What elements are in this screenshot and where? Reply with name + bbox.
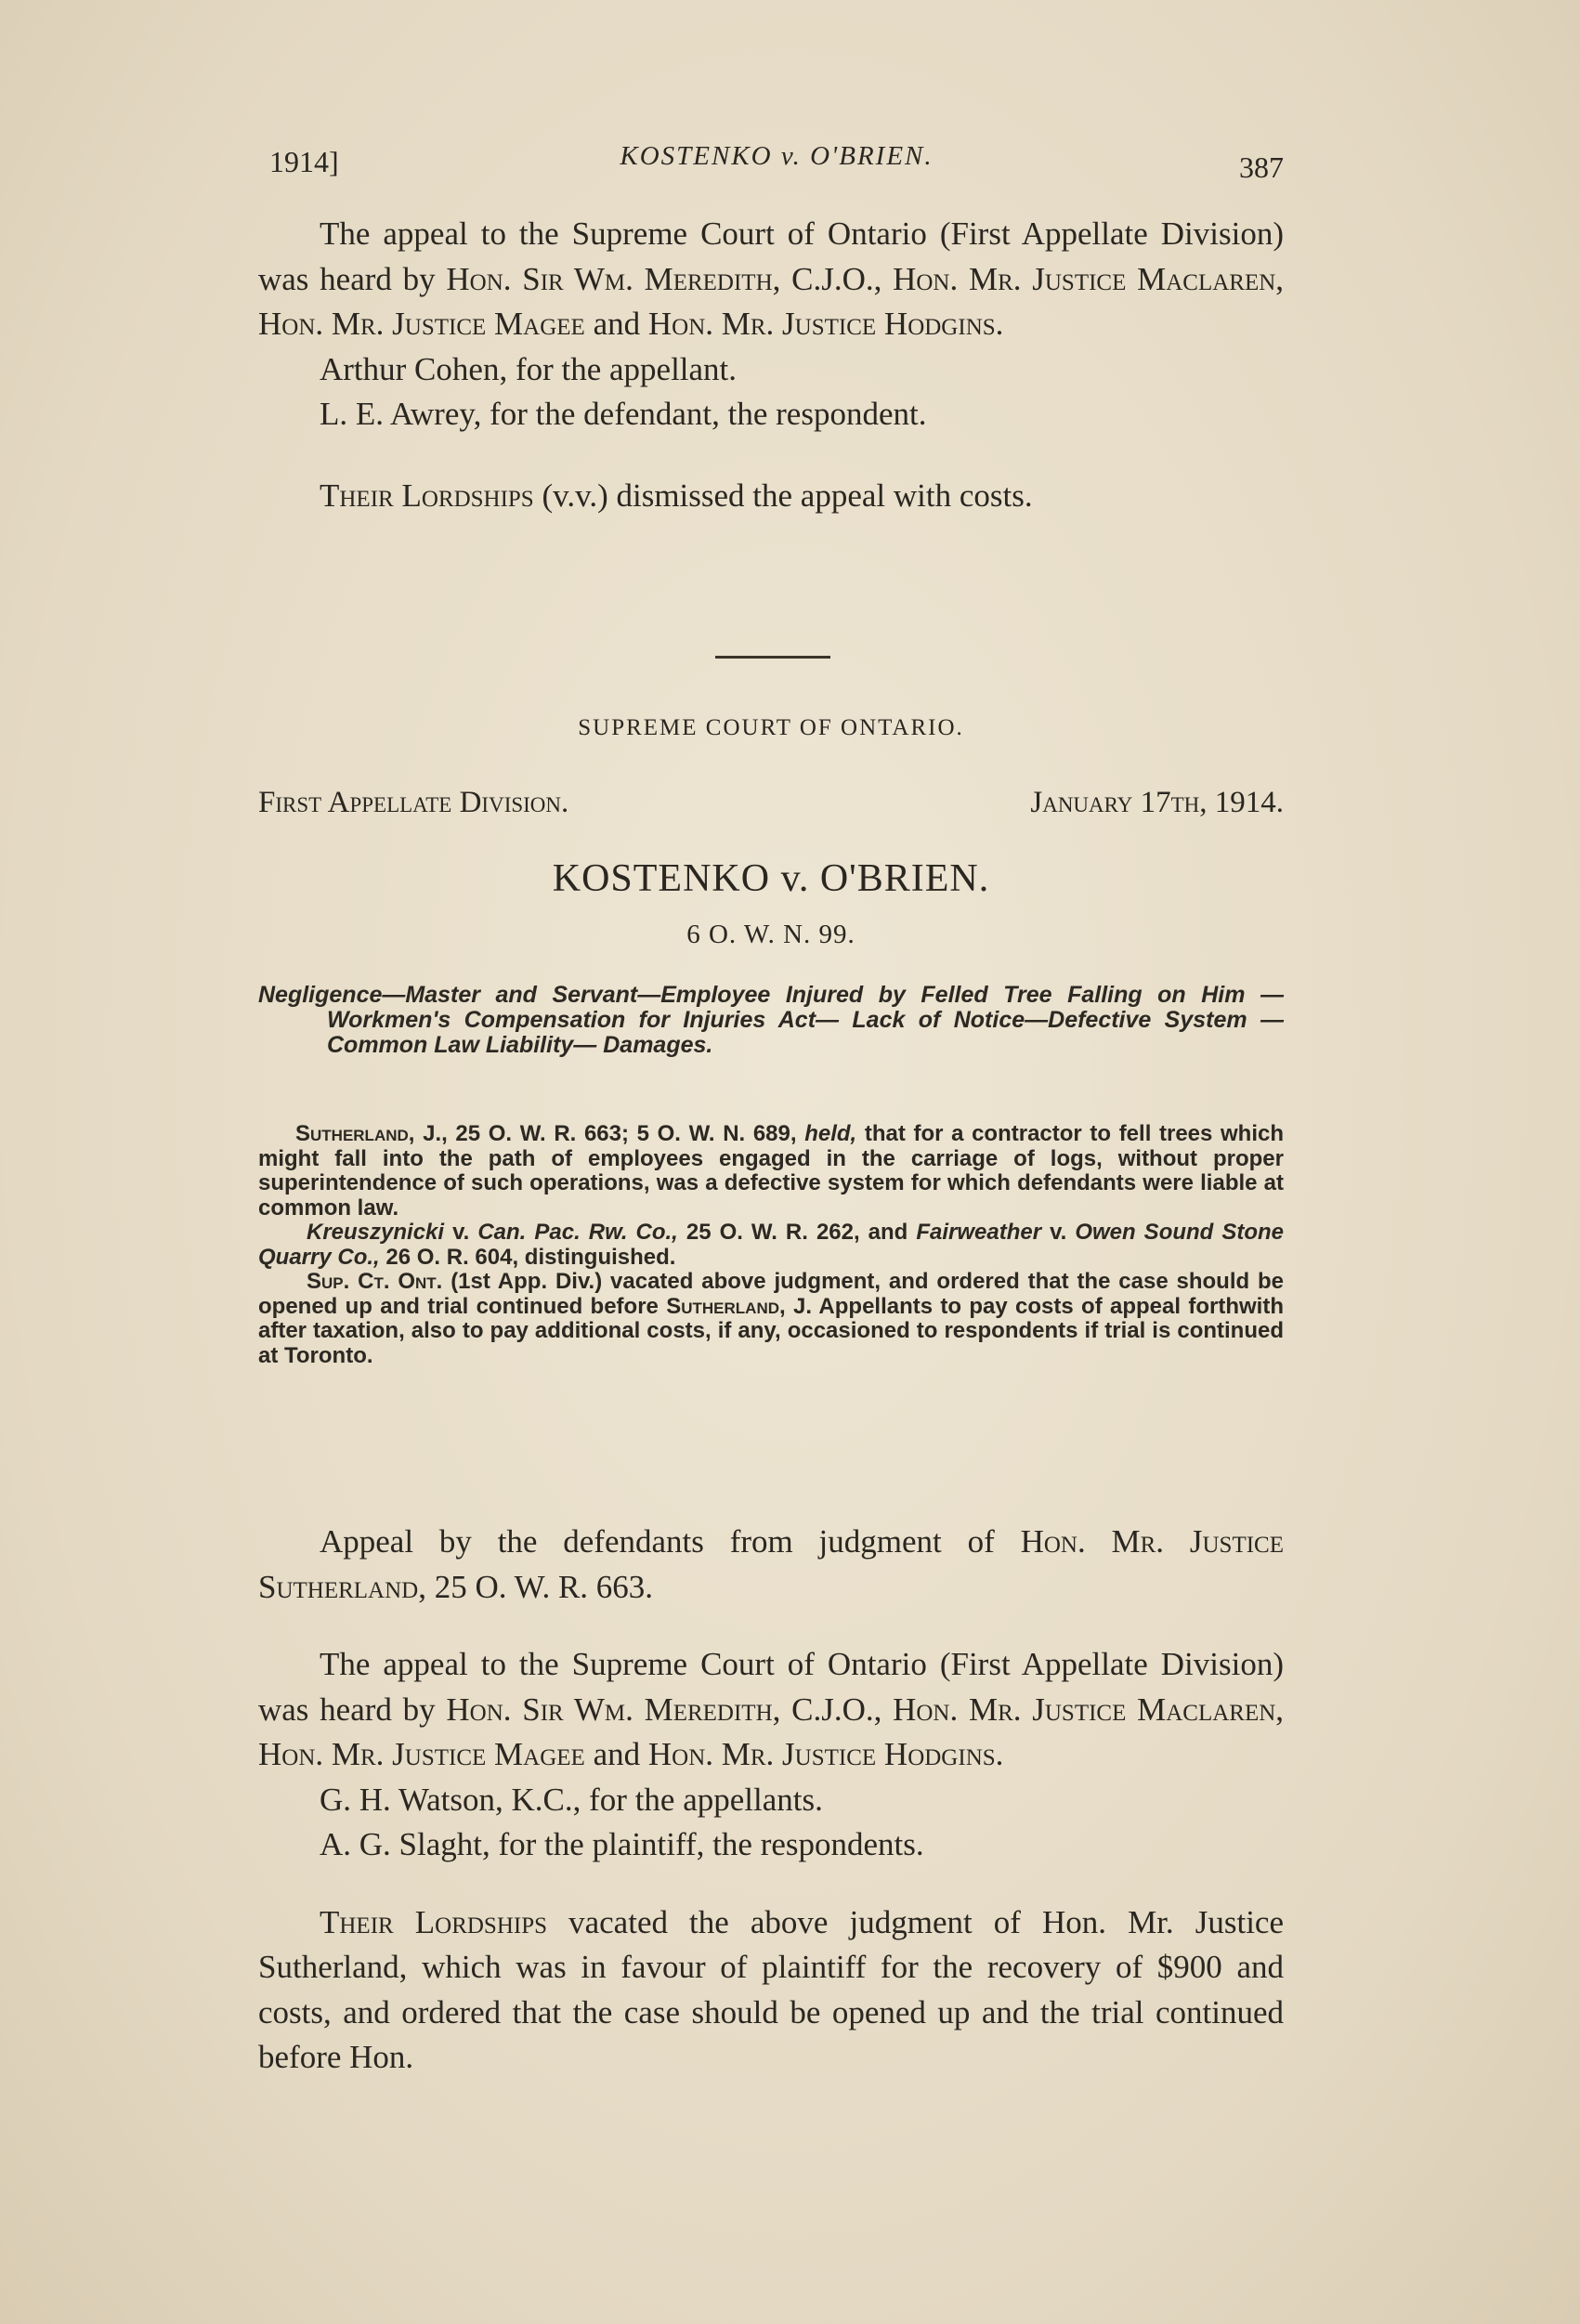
summary-2-v-2: v. [1050,1220,1067,1245]
first-decision-text: (v.v.) dismissed the appeal with costs. [542,477,1033,514]
summary-3-judge: Sutherland, [666,1293,786,1319]
appeal-paragraph [258,1520,1284,1610]
summary-2-v-1: v. [452,1220,470,1245]
second-counsel-appellants: G. H. Watson, K.C., for the appellants. [320,1781,823,1818]
second-decision-lead: Their Lordships [320,1903,548,1940]
decision-date: January 17th, 1914. [1030,786,1284,819]
first-counsel-respondent: L. E. Awrey, for the defendant, the respondent. [320,396,927,432]
first-hearing-end: . [995,306,1004,342]
first-hearing-paragraph [258,212,1284,347]
summary-2-case-2: Fairweather [916,1220,1042,1245]
first-case-block [258,212,1284,518]
headnote: Negligence—Master and Servant—Employee Injured by Felled Tree Falling on Him — Workmen's Compensation for Injuries Act— Lack of Notice—Defective System — Common Law Liability— Damages. [258,982,1284,1058]
appeal-judge: Hon. Mr. Justice Sutherland, [258,1523,1284,1605]
summary-3-text-b: J. Appellants to pay costs of appeal forthwith after taxation, also to pay additional costs, if any, occasioned to respondents if trial is continued at Toronto. [258,1293,1284,1368]
division-name: First Appellate Division. [258,786,569,819]
second-counsel-respondents: A. G. Slaght, for the plaintiff, the respondents. [320,1826,924,1862]
summary-2-case-2b: Owen Sound Stone Quarry Co., [258,1220,1285,1270]
second-hearing-judges: Hon. Sir Wm. Meredith, C.J.O., Hon. Mr. Justice Maclaren, Hon. Mr. Justice Magee [258,1691,1285,1772]
page-number: 387 [1239,150,1284,184]
second-decision-paragraph [258,1900,1284,2081]
summary-paragraph-1 [258,1122,1284,1221]
first-hearing-and: and [593,306,641,342]
summary-2-case-1b: Can. Pac. Rw. Co., [477,1220,678,1245]
running-head-year: 1914] [269,145,339,178]
summary-2-cite-1: 25 O. W. R. 262, and [686,1220,908,1245]
summary-3-text-a: (1st App. Div.) vacated above judgment, and ordered that the case should be opened up and trial continued before [258,1269,1284,1319]
running-head [269,137,1284,184]
second-hearing-text: The appeal to the Supreme Court of Ontario (First Appellate Division) was heard by [258,1646,1284,1728]
court-name: SUPREME COURT OF ONTARIO. [578,715,964,740]
case-title: KOSTENKO v. O'BRIEN. [552,857,990,900]
summary-3-lead: Sup. Ct. Ont. [307,1269,443,1294]
first-hearing-text: The appeal to the Supreme Court of Ontario (First Appellate Division) was heard by [258,215,1284,297]
summary-2-case-1: Kreuszynicki [307,1220,445,1245]
first-hearing-judges: Hon. Sir Wm. Meredith, C.J.O., Hon. Mr. Justice Maclaren, Hon. Mr. Justice Magee [258,260,1285,342]
second-hearing-end: . [995,1736,1004,1772]
summary-1-text-a: J., 25 O. W. R. 663; 5 O. W. N. 689, [423,1121,797,1146]
first-decision-lead: Their Lordships [320,477,534,514]
summary-paragraph-2 [258,1221,1284,1270]
second-decision-text: vacated the above judgment of Hon. Mr. Justice Sutherland, which was in favour of plaintiff for the recovery of $900 and costs, and ordered that the case should be opened up and the trial continued before Hon. [258,1903,1285,2075]
second-hearing-last-judge: Hon. Mr. Justice Hodgins [647,1736,996,1772]
first-hearing-last-judge: Hon. Mr. Justice Hodgins [647,306,996,342]
summary-2-cite-2: 26 O. R. 604, distinguished. [385,1244,676,1270]
first-decision-paragraph [258,474,1284,519]
first-counsel-appellant: Arthur Cohen, for the appellant. [320,350,738,387]
case-citation: 6 O. W. N. 99. [686,920,855,949]
appeal-text: Appeal by the defendants from judgment of [320,1523,995,1560]
appeal-citation: 25 O. W. R. 663. [434,1568,654,1605]
second-hearing-and: and [593,1736,641,1772]
summary-1-lead: Sutherland, [295,1121,415,1146]
section-divider [715,656,830,659]
summary-1-held: held, [804,1121,857,1146]
second-hearing-paragraph [258,1642,1284,1778]
summary-1-text-b: that for a contractor to fell trees which might fall into the path of employees engaged in the carriage of logs, without proper superintendence of such operations, was a defective system for which defendants were liable at common law. [258,1121,1285,1221]
second-case-body [258,1520,1284,2081]
summary-paragraph-3 [258,1270,1284,1368]
running-head-title: KOSTENKO v. O'BRIEN. [620,141,934,171]
case-summary [258,1122,1284,1368]
